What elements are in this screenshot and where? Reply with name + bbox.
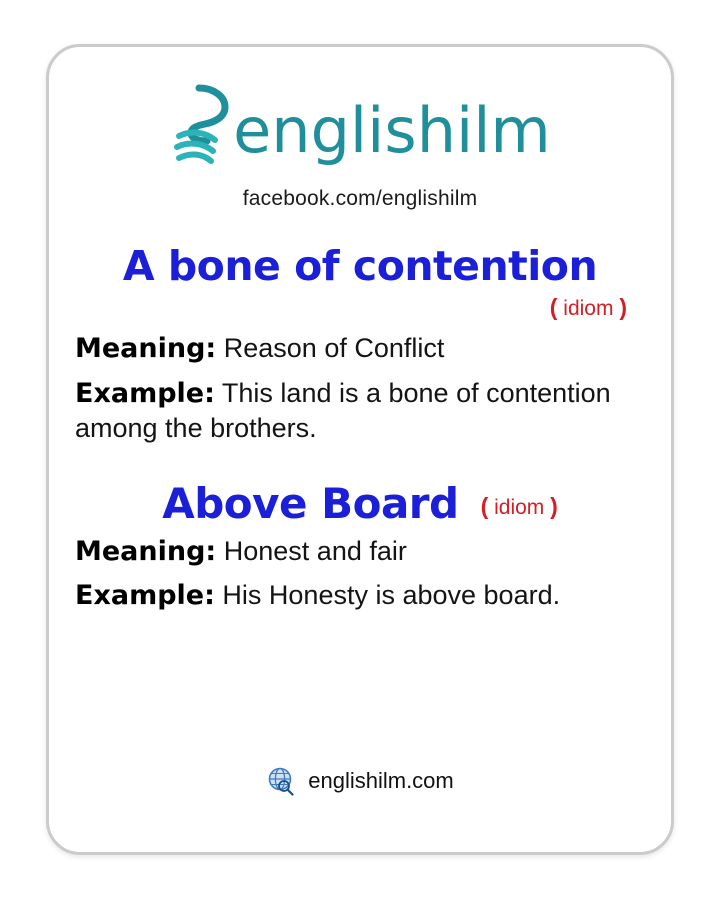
meaning-line-2 — [75, 534, 645, 569]
idiom-entry-2 — [75, 479, 645, 612]
facebook-handle: facebook.com/englishilm — [242, 187, 478, 210]
idiom-title-1: A bone of contention — [122, 242, 598, 290]
example-text-2: His Honesty is above board. — [222, 579, 561, 610]
meaning-text-2: Honest and fair — [223, 536, 407, 567]
meaning-label-1: Meaning: — [75, 333, 217, 365]
idiom-title-row-2 — [75, 479, 645, 529]
idiom-title-2: Above Board — [162, 479, 459, 529]
idiom-tag-2: ( idiom ) — [480, 493, 558, 520]
example-label-2: Example: — [75, 579, 215, 611]
footer — [49, 766, 671, 796]
meaning-text-1: Reason of Conflict — [223, 333, 445, 364]
example-text-1: This land is a bone of contention among the brothers. — [75, 378, 611, 444]
footer-site: englishilm.com — [308, 768, 454, 793]
idiom-tag-1: ( idiom ) — [549, 294, 627, 321]
example-line-1 — [75, 376, 645, 446]
meaning-label-2: Meaning: — [75, 536, 217, 568]
example-line-2 — [75, 578, 645, 613]
brand-header — [75, 79, 645, 175]
idiom-card — [46, 44, 674, 855]
idiom-entry-1 — [75, 242, 645, 446]
brand-wordmark: englishilm — [233, 94, 551, 167]
englishilm-wave-logo-icon — [169, 84, 231, 170]
idiom-tag-row-1 — [75, 294, 645, 321]
example-label-1: Example: — [75, 378, 215, 410]
meaning-line-1 — [75, 331, 645, 366]
globe-search-icon — [266, 766, 296, 796]
card-content — [49, 47, 671, 852]
